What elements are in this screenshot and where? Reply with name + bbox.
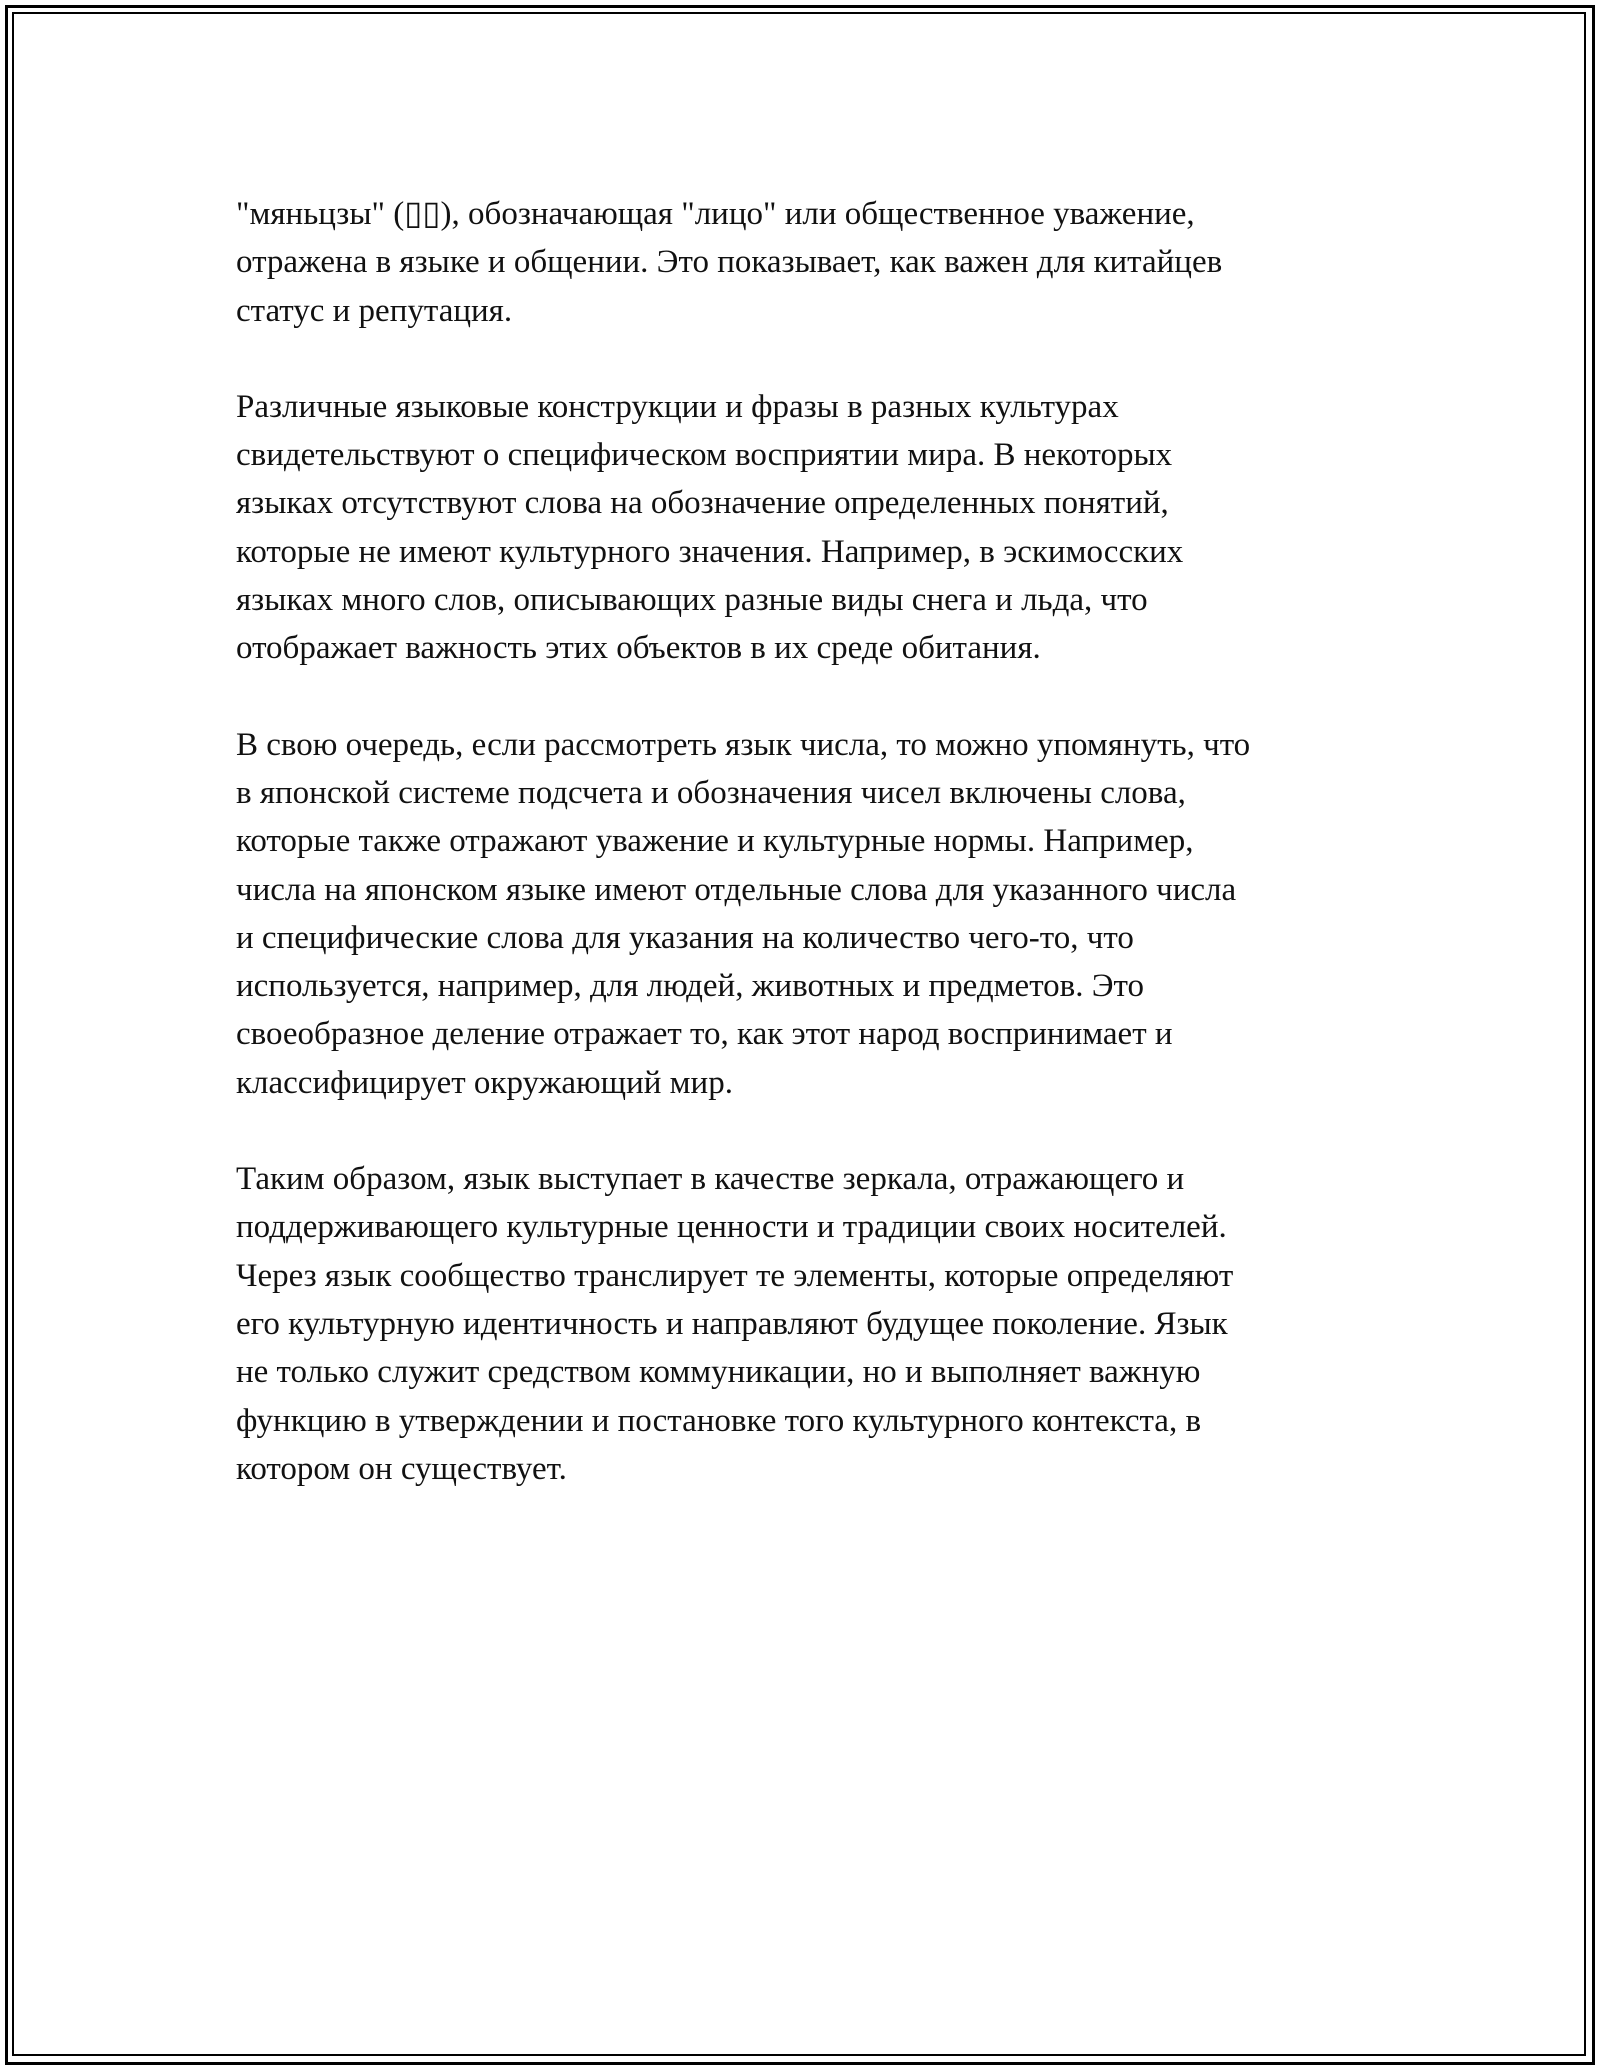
paragraph-conclusion: Таким образом, язык выступает в качестве зеркала, отражающего и поддерживающего культурные ценности и традиции своих носителей. Через язык сообщество транслирует те элементы, которые определяют его культурную идентичность и направляют будущее поколение. Язык не только служит средством коммуникации, но и выполняет важную функцию в утверждении и постановке того культурного контекста, в котором он существует. [236, 1161, 1234, 1487]
document-body [236, 190, 1386, 1493]
paragraph-mianzi: "мяньцзы" (▯▯), обозначающая "лицо" или общественное уважение, отражена в языке и общении. Это показывает, как важен для китайцев статус и репутация. [236, 196, 1223, 329]
paragraph-language-constructions: Различные языковые конструкции и фразы в разных культурах свидетельствуют о специфическом восприятии мира. В некоторых языках отсутствуют слова на обозначение определенных понятий, которые не имеют культурного значения. Например, в эскимосских языках много слов, описывающих разные виды снега и льда, что отображает важность этих объектов в их среде обитания. [236, 388, 1184, 667]
paragraph-japanese-numbers: В свою очередь, если рассмотреть язык числа, то можно упомянуть, что в японской системе подсчета и обозначения чисел включены слова, которые также отражают уважение и культурные нормы. Например, числа на японском языке имеют отдельные слова для указанного числа и специфические слова для указания на количество чего-то, что используется, например, для людей, животных и предметов. Это своеобразное деление отражает то, как этот народ воспринимает и классифицирует окружающий мир. [236, 726, 1251, 1101]
